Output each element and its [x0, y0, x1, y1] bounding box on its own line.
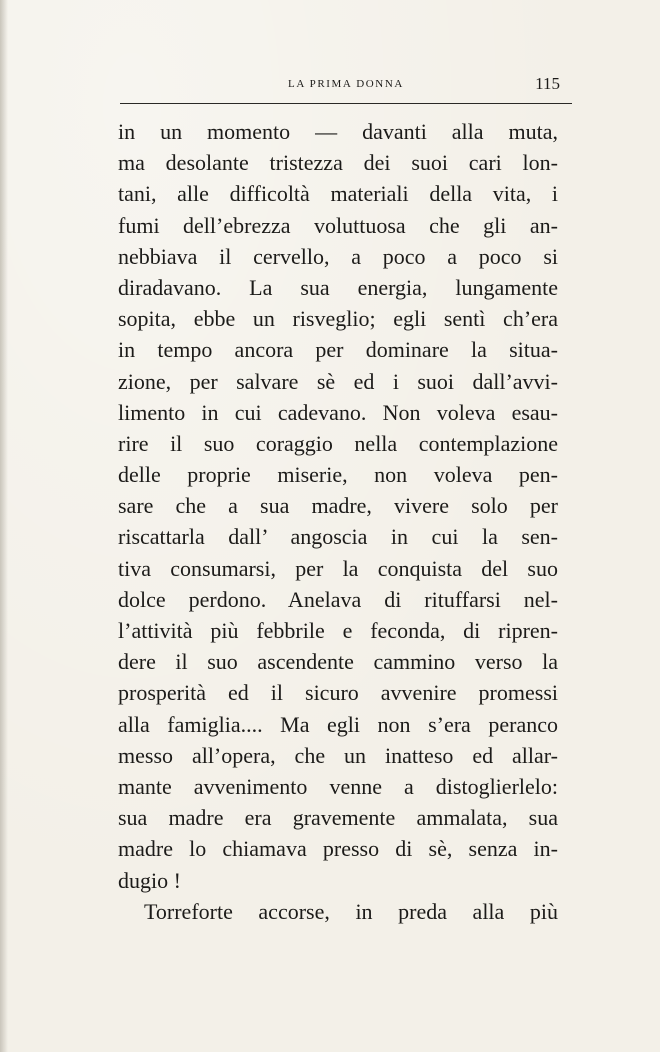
header-rule	[120, 103, 572, 104]
text-line: zione, per salvare sè ed i suoi dall’avvi-	[118, 368, 558, 394]
text-line: fumi dell’ebrezza voluttuosa che gli an-	[118, 212, 558, 238]
text-line: madre lo chiamava presso di sè, senza in-	[118, 836, 558, 862]
text-line: in un momento — davanti alla muta,	[118, 119, 558, 144]
text-line: ma desolante tristezza dei suoi cari lon-	[118, 150, 558, 176]
text-line: delle proprie miserie, non voleva pen-	[118, 462, 558, 488]
paragraph-end-line: dugio !	[118, 867, 181, 893]
text-line: mante avvenimento venne a distoglierlelo:	[118, 773, 558, 799]
text-line: limento in cui cadevano. Non voleva esau-	[118, 399, 558, 425]
text-line: riscattarla dall’ angoscia in cui la sen-	[118, 524, 558, 550]
paragraph-start-line: Torreforte accorse, in preda alla più	[144, 898, 558, 924]
text-line: sua madre era gravemente ammalata, sua	[118, 805, 558, 831]
text-line: sopita, ebbe un risveglio; egli sentì ch’era	[118, 306, 558, 332]
running-header	[120, 74, 572, 98]
body-text	[118, 116, 558, 927]
text-line: tani, alle difficoltà materiali della vita, i	[118, 181, 558, 207]
text-line: messo all’opera, che un inatteso ed allar-	[118, 742, 558, 768]
page-binding-shadow	[0, 0, 8, 1052]
page-number: 115	[535, 74, 560, 93]
text-line: diradavano. La sua energia, lungamente	[118, 274, 558, 300]
text-line: prosperità ed il sicuro avvenire promessi	[118, 680, 558, 706]
text-line: tiva consumarsi, per la conquista del suo	[118, 555, 558, 581]
text-line: rire il suo coraggio nella contemplazione	[118, 430, 558, 456]
text-line: sare che a sua madre, vivere solo per	[118, 493, 558, 519]
text-line: dere il suo ascendente cammino verso la	[118, 649, 558, 675]
running-title: LA PRIMA DONNA	[288, 78, 404, 90]
text-line: alla famiglia.... Ma egli non s’era peranco	[118, 711, 558, 737]
text-line: dolce perdono. Anelava di rituffarsi nel-	[118, 586, 558, 612]
text-line: nebbiava il cervello, a poco a poco si	[118, 243, 558, 269]
text-line: in tempo ancora per dominare la situa-	[118, 337, 558, 363]
text-line: l’attività più febbrile e feconda, di ripren-	[118, 618, 558, 643]
